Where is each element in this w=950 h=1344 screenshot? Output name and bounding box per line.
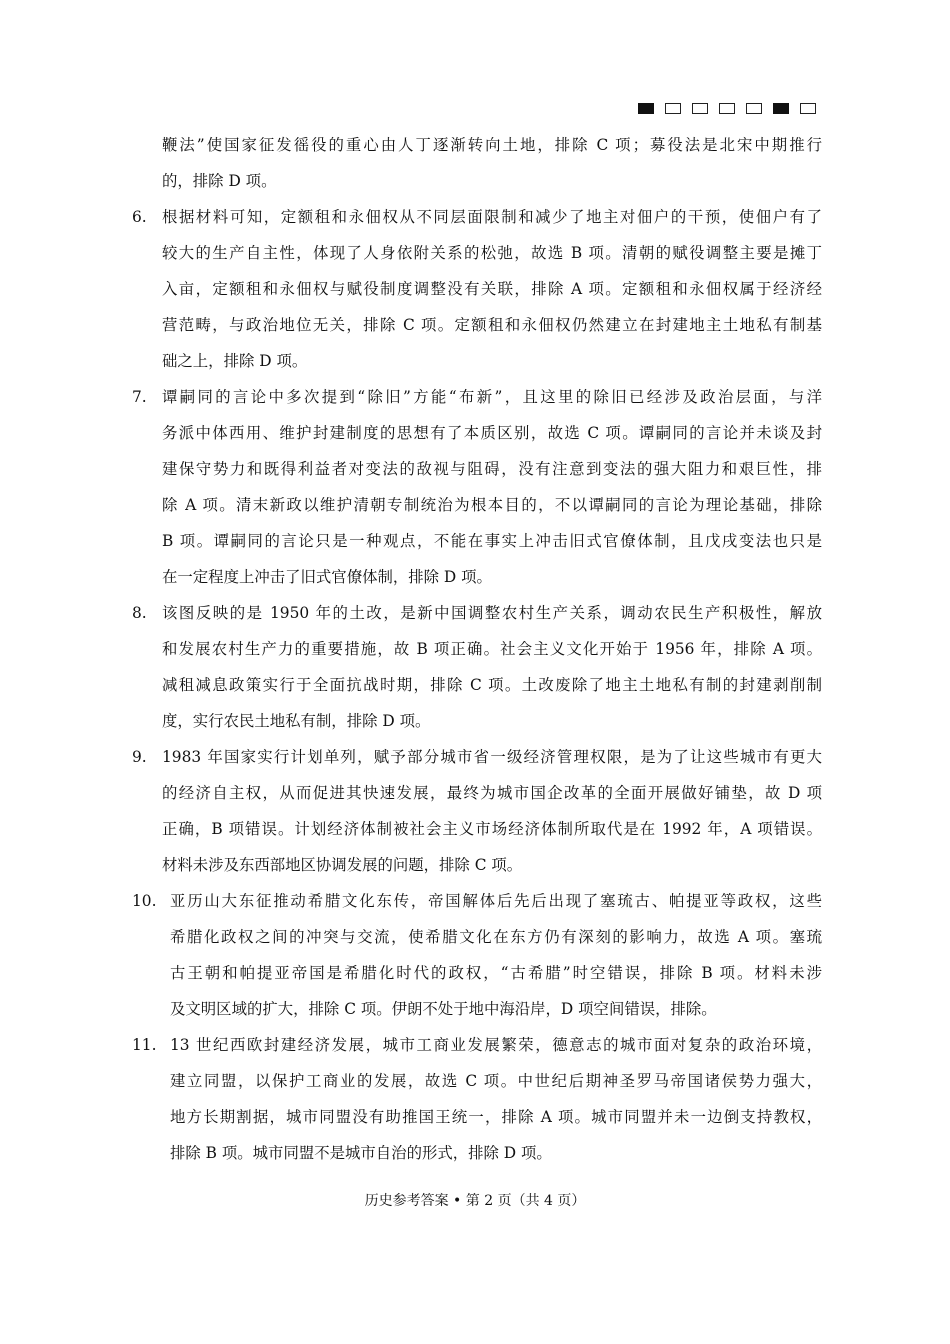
answer-number: 7.: [132, 388, 147, 406]
answer-line: 础之上，排除 D 项。: [162, 352, 308, 370]
answer-line: 和发展农村生产力的重要措施，故 B 项正确。社会主义文化开始于 1956 年，排除 A 项。: [162, 640, 822, 658]
answer-line: 材料未涉及东西部地区协调发展的问题，排除 C 项。: [162, 856, 523, 874]
page-marker-2: [665, 103, 681, 114]
answer-line: 建立同盟，以保护工商业的发展，故选 C 项。中世纪后期神圣罗马帝国诸侯势力强大，: [170, 1072, 822, 1090]
answer-number: 11.: [132, 1036, 157, 1054]
answer-line: 谭嗣同的言论中多次提到“除旧”方能“布新”，且这里的除旧已经涉及政治层面，与洋: [162, 388, 822, 406]
answer-line: 该图反映的是 1950 年的土改，是新中国调整农村生产关系，调动农民生产积极性，解放: [162, 604, 822, 622]
answer-line: 务派中体西用、维护封建制度的思想有了本质区别，故选 C 项。谭嗣同的言论并未谈及封: [162, 424, 822, 442]
answer-item-10: [132, 883, 822, 1027]
answer-number: 10.: [132, 892, 157, 910]
page-marker-7: [800, 103, 816, 114]
answer-line: 希腊化政权之间的冲突与交流，使希腊文化在东方仍有深刻的影响力，故选 A 项。塞琉: [170, 928, 822, 946]
answer-line: 在一定程度上冲击了旧式官僚体制，排除 D 项。: [162, 568, 492, 586]
answer-line: 亚历山大东征推动希腊文化东传，帝国解体后先后出现了塞琉古、帕提亚等政权，这些: [170, 892, 822, 910]
answer-number: 9.: [132, 748, 147, 766]
page-marker-1: [638, 103, 654, 114]
answer-line: 1983 年国家实行计划单列，赋予部分城市省一级经济管理权限，是为了让这些城市有更大: [162, 748, 822, 766]
page-marker-3: [692, 103, 708, 114]
page-marker-5: [746, 103, 762, 114]
page-marker-6: [773, 103, 789, 114]
answer-line: 减租减息政策实行于全面抗战时期，排除 C 项。土改废除了地主土地私有制的封建剥削制: [162, 676, 822, 694]
answer-line: 较大的生产自主性，体现了人身依附关系的松弛，故选 B 项。清朝的赋役调整主要是摊丁: [162, 244, 822, 262]
answer-line: 古王朝和帕提亚帝国是希腊化时代的政权，“古希腊”时空错误，排除 B 项。材料未涉: [170, 964, 822, 982]
answer-line: 正确，B 项错误。计划经济体制被社会主义市场经济体制所取代是在 1992 年，A 项错误。: [162, 820, 822, 838]
answer-item-continued: [132, 127, 822, 199]
answer-item-6: [132, 199, 822, 379]
answer-line: 营范畴，与政治地位无关，排除 C 项。定额租和永佃权仍然建立在封建地主土地私有制基: [162, 316, 822, 334]
answer-line: 鞭法”使国家征发徭役的重心由人丁逐渐转向土地，排除 C 项；募役法是北宋中期推行: [162, 136, 822, 154]
answer-number: 8.: [132, 604, 147, 622]
answer-line: 的经济自主权，从而促进其快速发展，最终为城市国企改革的全面开展做好铺垫，故 D 项: [162, 784, 822, 802]
answer-line: 建保守势力和既得利益者对变法的敌视与阻碍，没有注意到变法的强大阻力和艰巨性，排: [162, 460, 822, 478]
answer-item-7: [132, 379, 822, 595]
page-markers: [638, 103, 816, 114]
answer-line: 入亩，定额租和永佃权与赋役制度调整没有关联，排除 A 项。定额租和永佃权属于经济经: [162, 280, 822, 298]
answer-line: 地方长期割据，城市同盟没有助推国王统一，排除 A 项。城市同盟并未一边倒支持教权，: [170, 1108, 822, 1126]
answer-line: 的，排除 D 项。: [162, 172, 277, 190]
page-footer: 历史参考答案 • 第 2 页（共 4 页）: [364, 1193, 586, 1209]
answer-line: 13 世纪西欧封建经济发展，城市工商业发展繁荣，德意志的城市面对复杂的政治环境，: [170, 1036, 822, 1054]
page-marker-4: [719, 103, 735, 114]
answer-line: 度，实行农民土地私有制，排除 D 项。: [162, 712, 431, 730]
answer-line: B 项。谭嗣同的言论只是一种观点，不能在事实上冲击旧式官僚体制，且戊戌变法也只是: [162, 532, 822, 550]
answer-line: 根据材料可知，定额租和永佃权从不同层面限制和减少了地主对佃户的干预，使佃户有了: [162, 208, 822, 226]
answer-line: 排除 B 项。城市同盟不是城市自治的形式，排除 D 项。: [170, 1144, 552, 1162]
answer-item-8: [132, 595, 822, 739]
answer-content: [132, 127, 822, 1171]
answer-number: 6.: [132, 208, 147, 226]
answer-item-11: [132, 1027, 822, 1171]
answer-line: 除 A 项。清末新政以维护清朝专制统治为根本目的，不以谭嗣同的言论为理论基础，排除: [162, 496, 822, 514]
answer-item-9: [132, 739, 822, 883]
answer-line: 及文明区域的扩大，排除 C 项。伊朗不处于地中海沿岸，D 项空间错误，排除。: [170, 1000, 717, 1018]
